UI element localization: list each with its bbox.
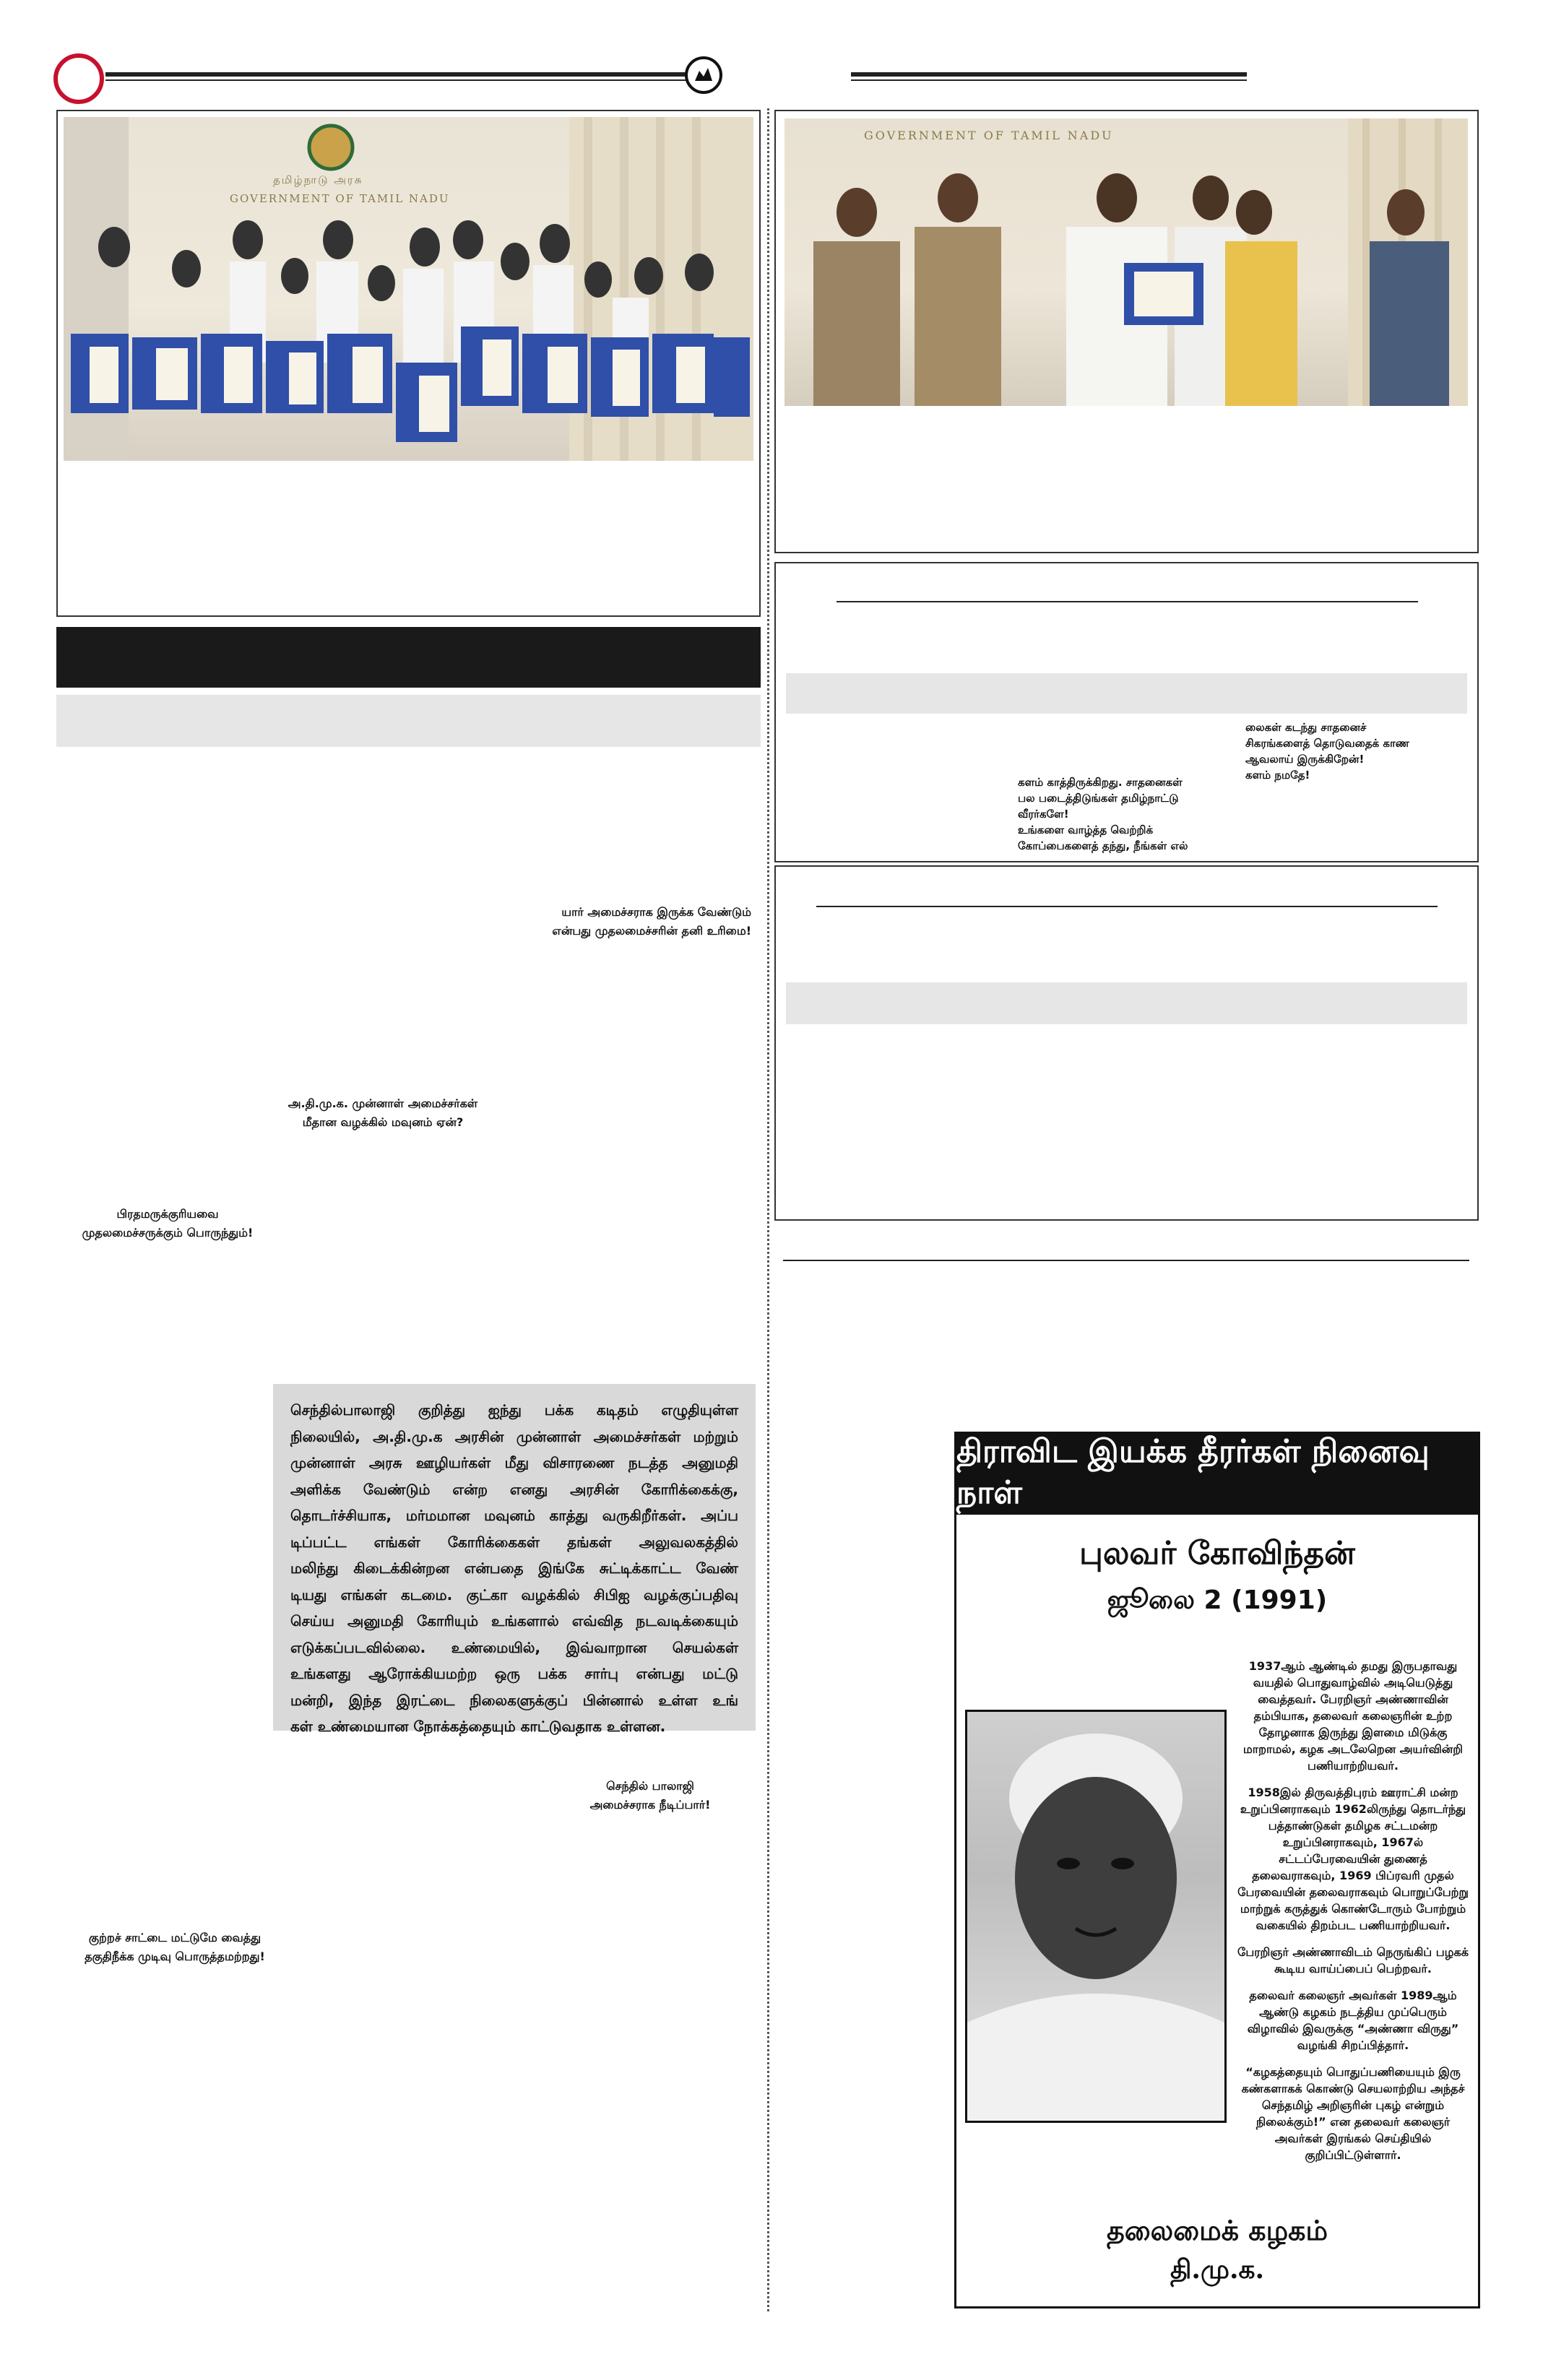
masthead-emblem-icon (685, 56, 722, 94)
photo-sign-english: GOVERNMENT OF TAMIL NADU (864, 129, 1114, 142)
box-line: பல படைத்திடுங்கள் தமிழ்நாட்டு (1018, 792, 1179, 805)
pull-quote-line: டியது எங்கள் கடமை. குட்கா வழக்கில் சிபிஐ வழக்குப்பதிவு (290, 1585, 738, 1604)
memorial-box (954, 1432, 1480, 2308)
subhead-disqualify (59, 1929, 290, 1966)
memorial-paragraph: 1958இல் திருவத்திபுரம் ஊராட்சி மன்ற உறுப்பினராகவும் 1962லிருந்து தொடர்ந்து பத்தாண்டுகள் தமிழக சட்டமன்ற உறுப்பினராகவும், 1967ல் சட்டப்பேரவையின் துணைத் தலைவராகவும், 1969 பிப்ரவரி முதல் பேரவையின் தலைவராகவும் பொறுப்பேற்று மாற்றுக் கருத்துக் கொண்டோரும் போற்றும் வகையில் திறம்பட பணியாற்றியவர். (1237, 1786, 1469, 1932)
subhead-line: மீதான வழக்கில் மவுனம் ஏன்? (302, 1115, 464, 1129)
photo-sign-tamil: தமிழ்நாடு அரசு (273, 173, 363, 186)
box-gray-bar (786, 982, 1467, 1024)
subhead-minister-right (506, 903, 751, 940)
box-line: களம் காத்திருக்கிறது. சாதனைகள் (1018, 776, 1183, 789)
memorial-footer-2: தி.மு.க. (1170, 2254, 1265, 2285)
award-photo-right (785, 118, 1468, 406)
memorial-date: ஜூலை 2 (1991) (1107, 1585, 1328, 1615)
subhead-line: யார் அமைச்சராக இருக்க வேண்டும் (561, 905, 751, 919)
box-gray-bar (786, 673, 1467, 714)
box-line: உங்களை வாழ்த்த வெற்றிக் (1018, 823, 1154, 836)
subhead-line: அமைச்சராக நீடிப்பார்! (589, 1798, 711, 1812)
pull-quote-line: எடுக்கப்படவில்லை. உண்மையில், இவ்வாறான செயல்கள் (290, 1638, 738, 1656)
memorial-name: புலவர் கோவிந்தன் (1079, 1535, 1355, 1572)
pull-quote-line: கள் உண்மையான நோக்கத்தையும் காட்டுவதாக உள்ளன. (290, 1718, 666, 1735)
pull-quote-line: டிப்பட்ட எங்கள் கோரிக்கைகள் தங்கள் அலுவலகத்தில் (290, 1533, 738, 1551)
memorial-footer-1: தலைமைக் கழகம் (1106, 2214, 1328, 2246)
subhead-line: செந்தில் பாலாஜி (606, 1779, 694, 1793)
box-line: சிகரங்களைத் தொடுவதைக் காண (1245, 737, 1409, 750)
pull-quote-line: முன்னாள் அரசு ஊழியர்கள் மீது விசாரணை நடத்த அனுமதி (290, 1454, 738, 1471)
box-line: ஆவலாய் இருக்கிறேன்! (1245, 753, 1365, 766)
subhead-line: அ.தி.மு.க. முன்னாள் அமைச்சர்கள் (288, 1096, 478, 1110)
article-box-right-2 (774, 865, 1479, 1221)
pull-quote-line: செந்தில்பாலாஜி குறித்து ஐந்து பக்க கடிதம் எழுதியுள்ள (290, 1401, 738, 1419)
box-col-a (1018, 774, 1224, 854)
photo-box-left (56, 110, 761, 617)
pull-quote-line: உங்களது ஆரோக்கியமற்ற ஒரு பக்க சார்பு என்பது மட்டு (290, 1665, 738, 1682)
pull-quote-line: மன்றி, இந்த இரட்டை நிலைகளுக்குப் பின்னால் உள்ள உங் (290, 1691, 738, 1709)
box-col-b (1245, 719, 1462, 783)
pull-quote-line: செய்ய அனுமதி கோரியும் உங்களால் எவ்வித நடவடிக்கையும் (290, 1612, 738, 1630)
memorial-paragraph: “கழகத்தையும் பொதுப்பணியையும் இரு கண்களாகக் கொண்டு செயலாற்றிய அந்தச் செந்தமிழ் அறிஞரின் புகழ் என்றும் நிலைக்கும்!” என தலைவர் கலைஞர் அவர்கள் இரங்கல் செய்தியில் குறிப்பிட்டுள்ளார். (1241, 2065, 1465, 2162)
box-line: லைகள் கடந்து சாதனைச் (1245, 721, 1367, 734)
article-box-right-1 (774, 562, 1479, 862)
masthead-rule-right-thin (851, 79, 1247, 81)
box-rule (816, 906, 1438, 907)
memorial-paragraph: பேரறிஞர் அண்ணாவிடம் நெருங்கிப் பழகக் கூடிய வாய்ப்பைப் பெற்றவர். (1237, 1945, 1469, 1976)
memorial-paragraph: 1937ஆம் ஆண்டில் தமது இருபதாவது வயதில் பொதுவாழ்வில் அடியெடுத்து வைத்தவர். பேரறிஞர் அண்ணாவின் தம்பியாக, தலைவர் கலைஞரின் உற்ற தோழனாக இருந்து இளமை மிடுக்கு மாறாமல், கழக அடலேறென அயர்வின்றி பணியாற்றியவர். (1242, 1659, 1464, 1773)
subhead-line: முதலமைச்சருக்கும் பொருந்தும்! (82, 1226, 254, 1239)
memorial-heading: திராவிட இயக்க தீரர்கள் நினைவு நாள் (956, 1434, 1478, 1515)
box-line: களம் நமதே! (1245, 769, 1310, 782)
photo-sign-english: GOVERNMENT OF TAMIL NADU (230, 192, 450, 205)
masthead-logo-left (53, 53, 104, 104)
subhead-line: என்பது முதலமைச்சரின் தனி உரிமை! (552, 924, 751, 938)
pull-quote-line: தொடர்ச்சியாக, மர்மமான மவுனம் காத்து வருகிறீர்கள். அப்ப (290, 1507, 738, 1524)
box-line: வீரர்களே! (1018, 808, 1069, 821)
award-photo-left (64, 117, 753, 461)
pull-quote (273, 1384, 756, 1735)
pull-quote-line: மலிந்து கிடைக்கின்றன என்பதை இங்கே சுட்டிக்காட்ட வேண் (290, 1559, 738, 1577)
photo-box-right (774, 110, 1479, 553)
pull-quote-line: அளிக்க வேண்டும் என்ற எனது அரசின் கோரிக்கைக்கு, (290, 1480, 738, 1498)
headline-bar (56, 627, 761, 688)
section-rule-right (783, 1260, 1469, 1261)
box-line: கோப்பைகளைத் தந்து, நீங்கள் எல் (1018, 839, 1188, 852)
memorial-text (1235, 1658, 1471, 2173)
memorial-portrait (965, 1710, 1227, 2123)
column-divider (767, 108, 769, 2311)
subhead-bar (56, 695, 761, 747)
subhead-line: தகுதிநீக்க முடிவு பொருத்தமற்றது! (85, 1950, 265, 1963)
masthead-rule-left (105, 72, 686, 77)
box-rule (837, 601, 1418, 602)
subhead-senthil (506, 1777, 795, 1814)
subhead-line: குற்றச் சாட்டை மட்டுமே வைத்து (88, 1931, 262, 1944)
subhead-pm (59, 1205, 276, 1242)
subhead-line: பிரதமருக்குரியவை (116, 1207, 219, 1221)
masthead-rule-left-thin (105, 79, 686, 81)
pull-quote-line: நிலையில், அ.தி.மு.க அரசின் முன்னாள் அமைச்சர்கள் மற்றும் (290, 1427, 738, 1445)
masthead-rule-right (851, 72, 1247, 77)
memorial-paragraph: தலைவர் கலைஞர் அவர்கள் 1989ஆம் ஆண்டு கழகம் நடத்திய முப்பெரும் விழாவில் இவருக்கு “அண்ணா விருது” வழங்கி சிறப்பித்தார். (1247, 1989, 1459, 2052)
subhead-silence (238, 1094, 527, 1132)
